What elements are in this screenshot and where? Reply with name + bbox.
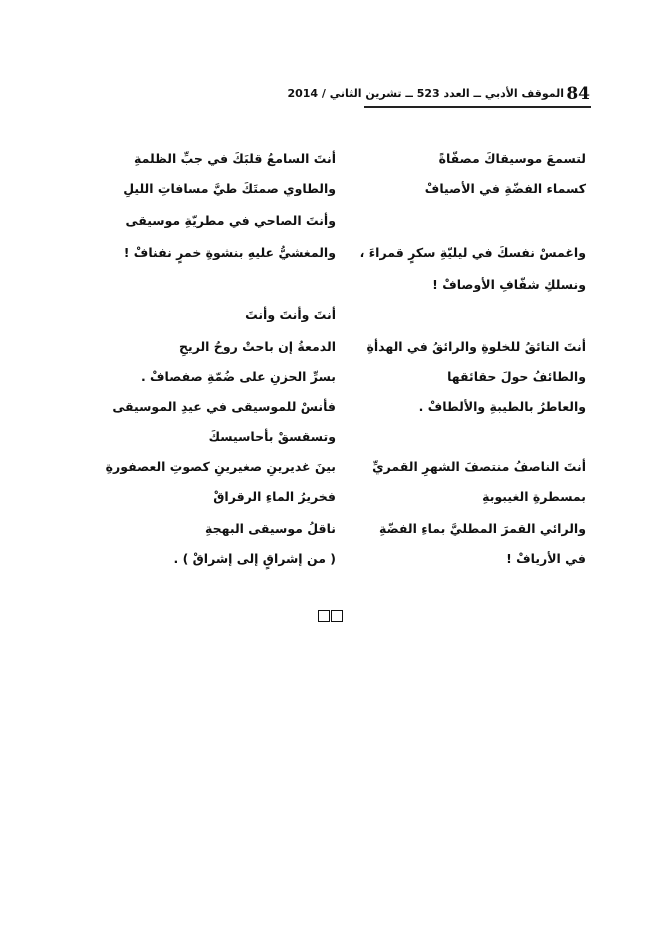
poem-line: والطائفُ حولَ حقائقها <box>447 369 586 384</box>
poem-line: أنتَ وأنتَ وأنتَ <box>245 307 336 322</box>
poem-line: لتسمعَ موسيقاكَ مصفّاةً <box>438 151 586 166</box>
running-title: الموقف الأدبي ــ العدد 523 ــ تشرين الثاني / 2014 <box>287 87 564 100</box>
poem-line: ناقلُ موسيقى البهجةِ <box>205 521 336 536</box>
poem-line: في الأريافْ ! <box>506 551 586 566</box>
poem-line: أنتَ الناصفُ منتصفَ الشهرِ القمريِّ <box>372 459 586 474</box>
poem-line: والطاوي صمتَكَ طيَّ مسافاتِ الليلِ <box>123 181 336 196</box>
poem-line: بينَ غديرينِ صغيرينِ كصوتِ العصفورةِ <box>105 459 336 474</box>
poem-line: فأنسْ للموسيقى في عيدِ الموسيقى <box>112 399 336 414</box>
poem-line: الدمعةُ إن باحتْ روحُ الريحِ <box>179 339 336 354</box>
poem-line: أنتَ السامعُ قلبَكَ في جبِّ الظلمةِ <box>134 151 336 166</box>
poem-line: واغمسْ نفسكَ في ليليّةِ سكرٍ قمراءَ ، <box>359 245 586 260</box>
poem-line: بسرِّ الحزنِ على ضُمّةِ صفصافْ . <box>140 369 336 384</box>
header-rule <box>364 106 591 108</box>
poem-line: ونسلكِ شفّافِ الأوصافْ ! <box>432 277 586 292</box>
poem-line: كسماء الفضّةِ في الأصيافْ <box>424 181 586 196</box>
square-glyph <box>331 610 343 622</box>
poem-line: والعاطرُ بالطيبةِ والألطافْ . <box>418 399 586 414</box>
end-of-text-mark <box>318 610 344 622</box>
poem-line: وتسقسقْ بأحاسيسكَ <box>208 429 336 444</box>
page-header <box>287 84 590 106</box>
poem-line: فخريرُ الماءِ الرقراقْ <box>213 489 336 504</box>
square-glyph <box>318 610 330 622</box>
poem-line: وأنتَ الصاحي في مطريّةِ موسيقى <box>125 213 336 228</box>
poem-line: والمغشيُّ عليهِ بنشوةِ خمرٍ نفنافْ ! <box>123 245 336 260</box>
poem-line: أنتَ التائقُ للخلوةِ والرائقُ في الهدأةِ <box>366 339 586 354</box>
poem-line: بمسطرةِ الغيبوبةِ <box>482 489 586 504</box>
page-number: 84 <box>566 84 590 104</box>
poem-line: ( من إشراقٍ إلى إشراقْ ) . <box>173 551 336 566</box>
poem-line: والرائي القمرَ المطليَّ بماءِ الفضّةِ <box>378 521 586 536</box>
